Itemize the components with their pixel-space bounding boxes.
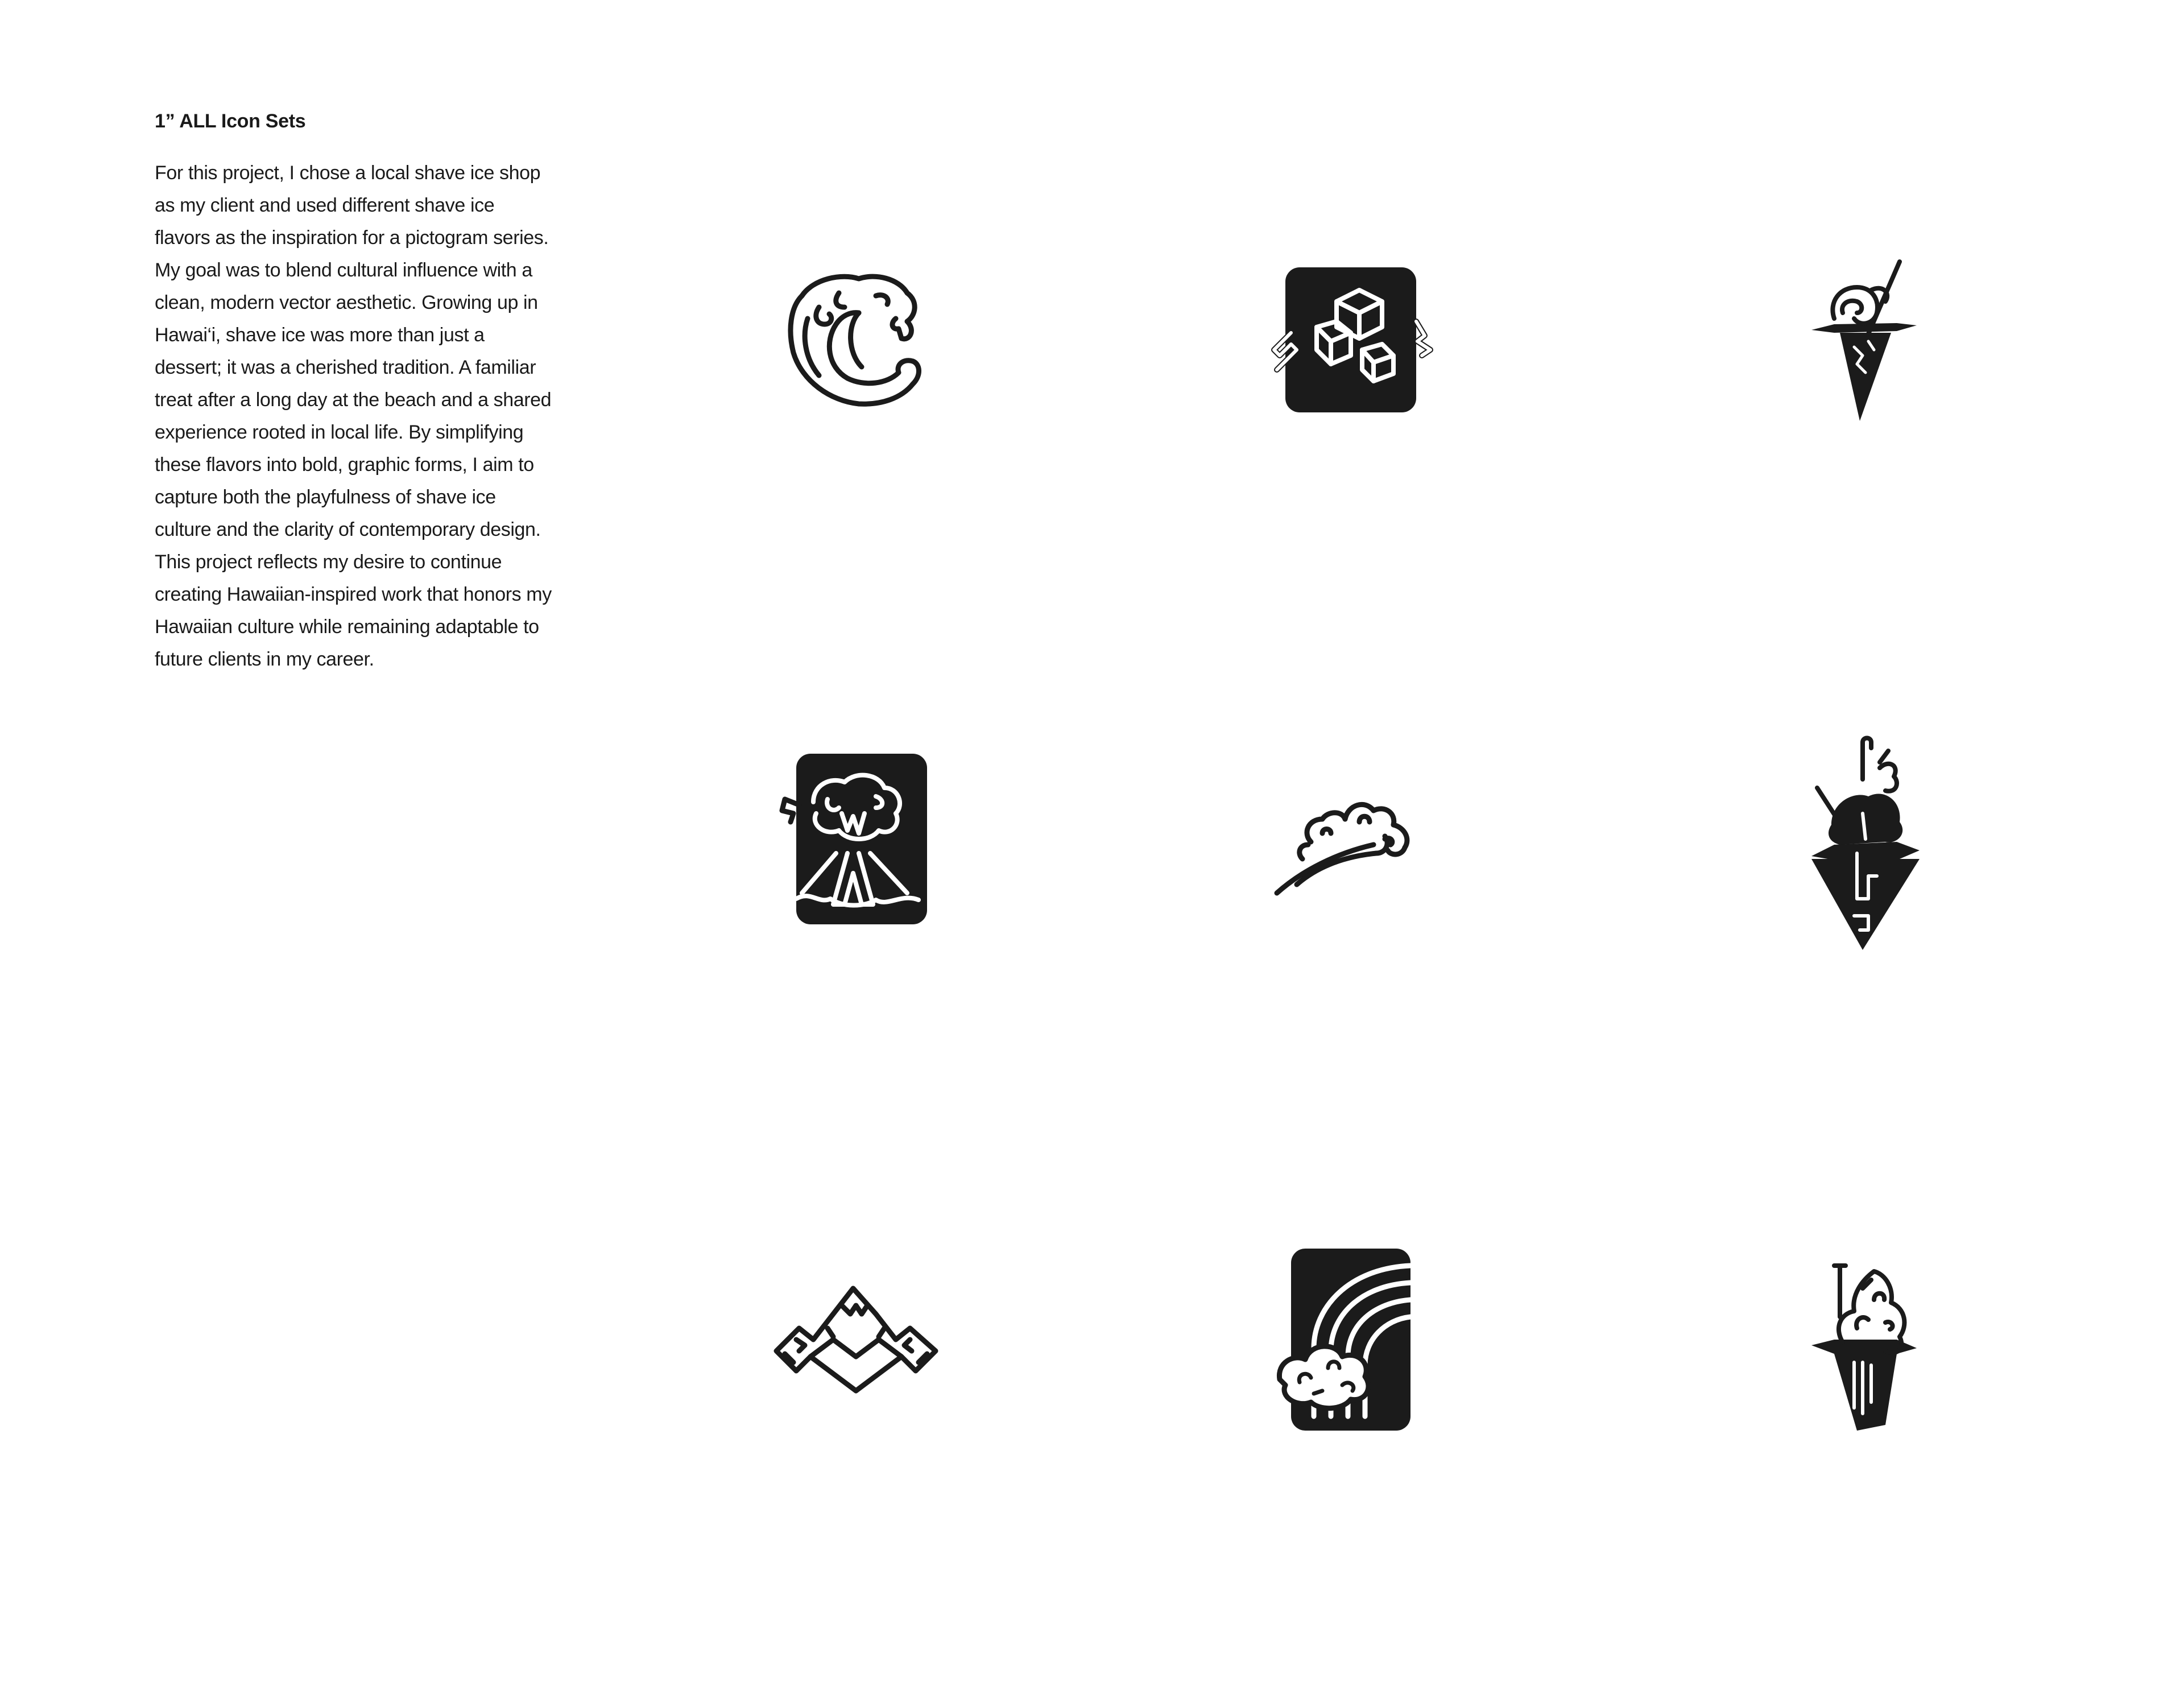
description-panel xyxy=(155,108,553,676)
shave-ice-scoop-icon xyxy=(1800,1254,1925,1436)
page-title: 1” ALL Icon Sets xyxy=(155,110,306,132)
mountains-icon xyxy=(771,1283,941,1396)
wind-gust-icon xyxy=(1268,779,1422,904)
volcano-icon xyxy=(779,751,933,927)
project-description: For this project, I chose a local shave ice shop as my client and used different shave ice flavors as the inspiration for a pictogram series. My goal was to blend cultural influence with a clean, modern vector aesthetic. Growing up in Hawai‘i, shave ice was more than just a dessert; it was a cherished tradition. A familiar treat after a long day at the beach and a shared experience rooted in local life. By simplifying these flavors into bold, graphic forms, I aim to capture both the playfulness of shave ice culture and the clarity of contemporary design. This project reflects my desire to continue creating Hawaiian-inspired work that honors my Hawaiian culture while remaining adaptable to future clients in my career. xyxy=(155,162,552,670)
wave-icon xyxy=(779,262,933,415)
shave-ice-cup-icon xyxy=(1800,728,1931,956)
shave-ice-cone-swirl-icon xyxy=(1800,256,1925,427)
rainbow-cloud-icon xyxy=(1274,1246,1428,1433)
ice-cubes-icon xyxy=(1268,265,1439,415)
